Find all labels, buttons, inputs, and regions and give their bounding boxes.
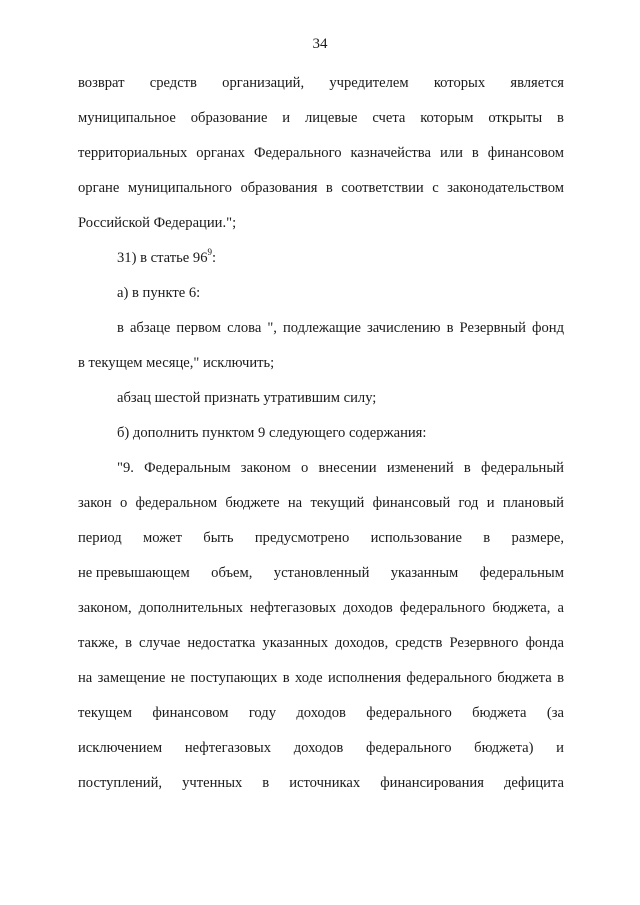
word: средств xyxy=(149,75,197,91)
word: использование xyxy=(370,530,462,546)
word: Резервный xyxy=(459,320,526,336)
word: в xyxy=(117,320,124,336)
word: доходов xyxy=(293,740,344,756)
text-line-2 xyxy=(78,109,564,127)
text-line-16 xyxy=(78,599,564,617)
text-line-18 xyxy=(78,669,564,687)
word: нефтегазовых xyxy=(249,600,337,616)
word: Федеральным xyxy=(144,460,231,476)
word: в xyxy=(325,180,333,196)
word: год xyxy=(458,495,479,511)
word: внесении xyxy=(318,460,377,476)
text-line-6 xyxy=(117,249,216,267)
word: ", xyxy=(267,320,277,336)
text-line-15 xyxy=(78,564,564,582)
text-line-4 xyxy=(78,179,564,197)
page-number: 34 xyxy=(312,36,328,52)
word: (за xyxy=(546,705,564,721)
word: которым xyxy=(420,110,474,126)
word: источниках xyxy=(289,775,361,791)
word: возврат xyxy=(78,75,125,91)
text-line-21 xyxy=(78,774,564,792)
word: законом, xyxy=(78,600,132,616)
word: году xyxy=(248,705,277,721)
word: фонд xyxy=(532,320,564,336)
colon: : xyxy=(212,250,217,266)
word: указанным xyxy=(390,565,459,581)
word: бюджета, xyxy=(492,600,551,616)
word: предусмотрено xyxy=(254,530,350,546)
article-ref: 31) в статье 96 xyxy=(117,250,208,266)
word: текущий xyxy=(310,495,365,511)
word: с xyxy=(432,180,439,196)
text-line-7: а) в пункте 6: xyxy=(117,285,201,301)
word: образование xyxy=(190,110,268,126)
word: слова xyxy=(227,320,262,336)
text-line-9: в текущем месяце," исключить; xyxy=(78,355,275,371)
word: которых xyxy=(433,75,486,91)
word: о xyxy=(300,460,309,476)
text-line-19 xyxy=(78,704,564,722)
word: федерального xyxy=(366,705,452,721)
text-line-17 xyxy=(78,634,564,652)
text-line-8 xyxy=(117,319,564,337)
word: или xyxy=(439,145,463,161)
word: счета xyxy=(372,110,406,126)
word: случае xyxy=(139,635,181,651)
word: федерального xyxy=(406,670,492,686)
word: бюджета xyxy=(497,670,552,686)
word: замещение xyxy=(97,670,166,686)
word: муниципального xyxy=(127,180,232,196)
word: доходов xyxy=(296,705,346,721)
word: и xyxy=(486,495,495,511)
word: исключением xyxy=(78,740,163,756)
word: указанных xyxy=(262,635,328,651)
word: поступлений, xyxy=(78,775,163,791)
word: нефтегазовых xyxy=(184,740,272,756)
text-line-14 xyxy=(78,529,564,547)
word: в xyxy=(282,670,290,686)
word: федерального xyxy=(365,740,452,756)
word: дополнительных xyxy=(138,600,243,616)
word: образования xyxy=(240,180,318,196)
text-line-1 xyxy=(78,74,564,92)
word: финансирования xyxy=(380,775,484,791)
word: федеральный xyxy=(481,460,564,476)
word: территориальных xyxy=(78,145,188,161)
word: размере, xyxy=(511,530,564,546)
word: организаций, xyxy=(222,75,305,91)
word: учредителем xyxy=(329,75,409,91)
word: о xyxy=(119,495,128,511)
word: исполнения xyxy=(327,670,402,686)
word: ходе xyxy=(295,670,323,686)
word: законодательством xyxy=(447,180,564,196)
word: является xyxy=(510,75,564,91)
word: органах xyxy=(196,145,245,161)
text-line-13 xyxy=(78,494,564,512)
word: и xyxy=(282,110,291,126)
word: в xyxy=(483,530,491,546)
word: финансовый xyxy=(372,495,451,511)
text-line-10: абзац шестой признать утратившим силу; xyxy=(117,390,377,406)
article-superscript: 9 xyxy=(207,247,213,258)
word: муниципальное xyxy=(78,110,176,126)
word: не xyxy=(170,670,186,686)
word: а xyxy=(557,600,564,616)
word: поступающих xyxy=(190,670,278,686)
text-line-11: б) дополнить пунктом 9 следующего содержания: xyxy=(117,425,427,441)
word: фонда xyxy=(525,635,564,651)
word: закон xyxy=(78,495,112,511)
word: федерального xyxy=(399,600,486,616)
word: установленный xyxy=(273,565,370,581)
word: также, xyxy=(78,635,119,651)
word: казначейства xyxy=(350,145,431,161)
word: "9. xyxy=(117,460,134,476)
word: зачислению xyxy=(366,320,441,336)
word: не превышающем xyxy=(78,565,190,581)
word: в xyxy=(471,145,479,161)
word: бюджете xyxy=(225,495,280,511)
word: недостатка xyxy=(187,635,256,651)
word: финансовом xyxy=(152,705,229,721)
word: Резервного xyxy=(449,635,519,651)
word: в xyxy=(557,110,564,126)
word: на xyxy=(287,495,303,511)
word: абзаце xyxy=(129,320,171,336)
text-line-5: Российской Федерации."; xyxy=(78,215,237,231)
word: открыты xyxy=(488,110,543,126)
word: законом xyxy=(240,460,291,476)
word: лицевые xyxy=(304,110,358,126)
word: федеральным xyxy=(479,565,564,581)
word: дефицита xyxy=(503,775,564,791)
text-line-3 xyxy=(78,144,564,162)
word: текущем xyxy=(78,705,132,721)
word: органе xyxy=(78,180,120,196)
text-line-12 xyxy=(117,459,564,477)
word: плановый xyxy=(502,495,564,511)
word: в xyxy=(557,670,564,686)
word: быть xyxy=(203,530,234,546)
word: федеральном xyxy=(135,495,218,511)
word: доходов, xyxy=(334,635,389,651)
word: доходов xyxy=(343,600,393,616)
word: объем, xyxy=(211,565,253,581)
word: на xyxy=(78,670,93,686)
word: изменений xyxy=(386,460,454,476)
word: в xyxy=(125,635,133,651)
word: в xyxy=(262,775,270,791)
text-line-20 xyxy=(78,739,564,757)
word: соответствии xyxy=(341,180,424,196)
word: и xyxy=(556,740,564,756)
word: Федерального xyxy=(253,145,342,161)
word: первом xyxy=(176,320,222,336)
word: учтенных xyxy=(182,775,243,791)
word: подлежащие xyxy=(282,320,361,336)
word: бюджета) xyxy=(474,740,534,756)
word: в xyxy=(446,320,454,336)
word: период xyxy=(78,530,122,546)
word: средств xyxy=(395,635,443,651)
word: в xyxy=(463,460,471,476)
word: бюджета xyxy=(472,705,527,721)
word: финансовом xyxy=(487,145,564,161)
word: может xyxy=(143,530,182,546)
